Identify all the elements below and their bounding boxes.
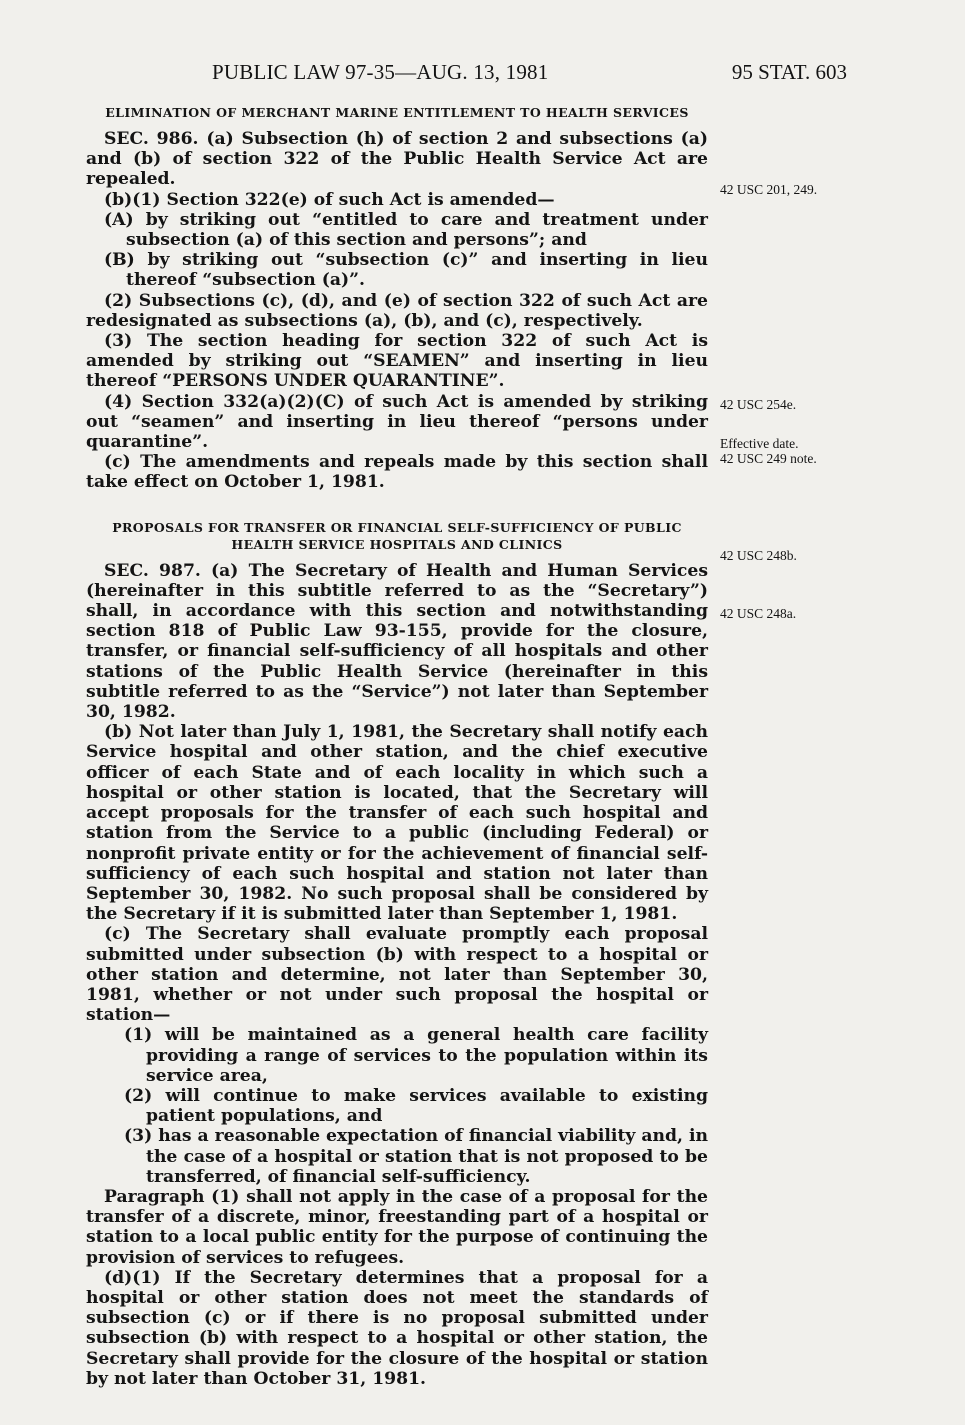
paragraph: (b)(1) Section 322(e) of such Act is amended— [104, 189, 555, 210]
paragraph: (A) by striking out “entitled to care and treatment under subsection (a) of this section and persons”; and [104, 209, 708, 251]
paragraph: (b) Not later than July 1, 1981, the Secretary shall notify each Service hospital and other station, and the chief executive officer of each State and of each locality in which such a hospital or other station is located, that the Secretary will accept proposals for the transfer of each such hospital and station from the Service to a public (including Federal) or nonprofit private entity or for the achievement of financial self-sufficiency of each such hospital and station not later than September 30, 1982. No such proposal shall be considered by the Secretary if it is submitted later than September 1, 1981. [86, 722, 708, 925]
paragraph: (d)(1) If the Secretary determines that a proposal for a hospital or other station does not meet the standards of subsection (c) or if there is no proposal submitted under subsection (b) with respect to a hospital or other station, the Secretary shall provide for the closure of the hospital or station by not later than October 31, 1981. [86, 1267, 708, 1389]
margin-note: Effective date. [720, 436, 799, 451]
margin-note: 42 USC 249 note. [720, 451, 817, 466]
section-heading-986: ELIMINATION OF MERCHANT MARINE ENTITLEMENT TO HEALTH SERVICES [105, 105, 689, 120]
margin-note: 42 USC 254e. [720, 397, 797, 412]
running-title: PUBLIC LAW 97-35—AUG. 13, 1981 [212, 60, 549, 84]
paragraph: (c) The Secretary shall evaluate promptly each proposal submitted under subsection (b) with respect to a hospital or other station and determine, not later than September 30, 1981, whether or not under such proposal the hospital or station— [86, 924, 708, 1026]
paragraph: (B) by striking out “subsection (c)” and inserting in lieu thereof “subsection (a)”. [104, 250, 708, 291]
paragraph: (c) The amendments and repeals made by this section shall take effect on October 1, 1981. [86, 452, 708, 493]
margin-note: 42 USC 248b. [720, 548, 797, 563]
paragraph: SEC. 987. (a) The Secretary of Health and Human Services (hereinafter in this subtitle referred to as the “Secretary”) shall, in accordance with this section and notwithstanding section 818 of Public Law 93-155, provide for the closure, transfer, or financial self-sufficiency of all hospitals and other stations of the Public Health Service (hereinafter in this subtitle referred to as the “Service”) not later than September 30, 1982. [86, 560, 708, 723]
section-heading-987: PROPOSALS FOR TRANSFER OR FINANCIAL SELF-SUFFICIENCY OF PUBLIC HEALTH SERVICE HOSPITALS AND CLINICS [112, 519, 682, 552]
paragraph: (3) has a reasonable expectation of financial viability and, in the case of a hospital or station that is not proposed to be transferred, of financial self-sufficiency. [124, 1126, 708, 1187]
paragraph: Paragraph (1) shall not apply in the case of a proposal for the transfer of a discrete, minor, freestanding part of a hospital or station to a local public entity for the purpose of continuing the provision of services to refugees. [86, 1186, 708, 1268]
paragraph: (3) The section heading for section 322 of such Act is amended by striking out “SEAMEN” and inserting in lieu thereof “PERSONS UNDER QUARANTINE”. [86, 331, 708, 392]
stat-page-number: 95 STAT. 603 [731, 60, 847, 84]
paragraph: (2) Subsections (c), (d), and (e) of section 322 of such Act are redesignated as subsections (a), (b), and (c), respectively. [86, 290, 708, 331]
paragraph: (4) Section 332(a)(2)(C) of such Act is amended by striking out “seamen” and inserting in lieu thereof “persons under quarantine”. [86, 391, 708, 453]
paragraph: (2) will continue to make services available to existing patient populations, and [124, 1085, 708, 1127]
paragraph: (1) will be maintained as a general health care facility providing a range of services to the population within its service area, [124, 1025, 708, 1086]
margin-note: 42 USC 248a. [720, 606, 797, 621]
paragraph: SEC. 986. (a) Subsection (h) of section 2 and subsections (a) and (b) of section 322 of the Public Health Service Act are repealed. [86, 129, 708, 190]
margin-note: 42 USC 201, 249. [720, 182, 818, 197]
document-body [86, 104, 708, 1389]
